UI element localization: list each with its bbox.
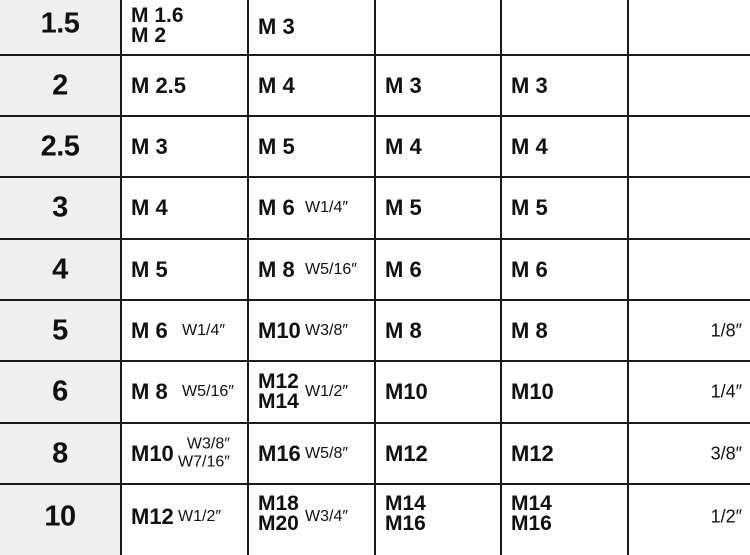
metric-thread: M 2.5	[131, 72, 187, 98]
whitworth-thread: W7/16″	[178, 453, 230, 471]
metric-cell	[502, 0, 629, 54]
metric-cell	[502, 485, 629, 555]
metric-thread: M12	[511, 440, 554, 466]
metric-thread: M 5	[131, 256, 168, 282]
metric-thread: M 8	[258, 256, 295, 282]
metric-thread: M16	[385, 512, 426, 536]
metric-thread: M14	[258, 390, 299, 413]
metric-thread: M 8	[511, 317, 548, 343]
metric-thread-stack	[258, 372, 299, 412]
size-value: 2.5	[40, 130, 80, 162]
metric-cell	[122, 301, 249, 360]
size-value: 3	[52, 191, 68, 224]
pipe-cell	[629, 117, 750, 176]
whitworth-thread: W1/4″	[305, 199, 349, 216]
metric-thread: M 3	[385, 72, 422, 98]
whitworth-thread: W3/8″	[186, 435, 230, 453]
metric-thread-stack	[511, 494, 552, 534]
metric-cell	[502, 362, 629, 422]
metric-thread-stack	[131, 6, 184, 46]
metric-thread: M 6	[131, 317, 168, 343]
size-cell	[0, 56, 122, 115]
pipe-cell	[629, 0, 750, 54]
size-cell	[0, 362, 122, 422]
size-cell	[0, 0, 122, 54]
metric-thread: M12	[258, 370, 299, 394]
metric-thread: M 6	[385, 256, 422, 282]
metric-cell	[376, 424, 502, 483]
size-value: 1.5	[40, 7, 80, 40]
size-cell	[0, 485, 122, 555]
pipe-cell	[629, 362, 750, 422]
pipe-cell	[629, 240, 750, 299]
metric-cell	[376, 0, 502, 54]
metric-cell	[249, 424, 376, 483]
metric-cell	[122, 362, 249, 422]
metric-thread: M 4	[131, 195, 168, 220]
metric-thread: M14	[385, 492, 426, 516]
metric-thread-stack	[385, 494, 426, 534]
metric-cell	[249, 117, 376, 176]
pipe-cell	[629, 178, 750, 238]
metric-thread: M18	[258, 492, 299, 516]
whitworth-thread: W1/2″	[305, 383, 349, 400]
metric-cell	[502, 56, 629, 115]
metric-cell	[249, 0, 376, 54]
size-cell	[0, 301, 122, 360]
metric-cell	[249, 56, 376, 115]
pipe-cell	[629, 424, 750, 483]
size-cell	[0, 240, 122, 299]
metric-thread: M 1.6	[131, 4, 184, 28]
metric-thread: M 5	[511, 195, 548, 220]
metric-cell	[376, 485, 502, 555]
metric-thread: M 4	[385, 133, 422, 159]
size-value: 6	[52, 375, 68, 408]
metric-thread: M 5	[258, 133, 295, 159]
metric-cell	[502, 424, 629, 483]
pipe-cell	[629, 485, 750, 555]
metric-cell	[249, 240, 376, 299]
metric-thread: M12	[385, 440, 428, 466]
metric-cell	[122, 117, 249, 176]
metric-cell	[122, 178, 249, 238]
whitworth-thread: W3/8″	[305, 321, 349, 339]
table-row	[0, 240, 750, 301]
metric-thread: M 4	[258, 72, 295, 98]
table-row	[0, 56, 750, 117]
metric-cell	[122, 424, 249, 483]
metric-thread-stack	[258, 494, 299, 534]
metric-cell	[502, 240, 629, 299]
metric-cell	[249, 485, 376, 555]
size-value: 10	[44, 500, 76, 533]
whitworth-thread-stack	[178, 435, 230, 472]
metric-cell	[122, 56, 249, 115]
pipe-thread: 1/8″	[710, 320, 742, 340]
whitworth-thread: W5/16″	[182, 383, 234, 400]
metric-thread: M10	[258, 317, 301, 343]
whitworth-thread: W5/8″	[305, 444, 349, 462]
pipe-thread: 1/4″	[710, 381, 742, 402]
size-cell	[0, 117, 122, 176]
metric-thread: M 3	[258, 14, 295, 39]
metric-cell	[502, 178, 629, 238]
metric-cell	[502, 117, 629, 176]
metric-cell	[122, 240, 249, 299]
metric-thread: M 6	[511, 256, 548, 282]
metric-thread: M16	[511, 512, 552, 536]
table-row	[0, 178, 750, 240]
size-cell	[0, 424, 122, 483]
metric-thread: M10	[385, 379, 428, 404]
metric-thread: M10	[511, 379, 554, 404]
size-value: 4	[52, 253, 68, 285]
metric-thread: M 3	[511, 72, 548, 98]
metric-thread: M10	[131, 440, 174, 466]
metric-thread: M 6	[258, 195, 295, 220]
table-row	[0, 301, 750, 362]
metric-cell	[376, 56, 502, 115]
pipe-thread: 3/8″	[710, 443, 742, 463]
table-row	[0, 485, 750, 555]
metric-thread: M 4	[511, 133, 548, 159]
metric-thread: M 2	[131, 24, 167, 48]
metric-cell	[122, 485, 249, 555]
metric-thread: M16	[258, 440, 301, 466]
table-row	[0, 362, 750, 424]
table-row	[0, 117, 750, 178]
metric-cell	[249, 301, 376, 360]
size-value: 5	[52, 314, 68, 346]
pipe-thread: 1/2″	[710, 506, 742, 527]
metric-thread: M 5	[385, 195, 422, 220]
table-row	[0, 424, 750, 485]
metric-cell	[376, 117, 502, 176]
size-value: 8	[52, 437, 68, 469]
table-row	[0, 0, 750, 56]
metric-cell	[122, 0, 249, 54]
metric-thread: M20	[258, 512, 299, 536]
metric-cell	[376, 301, 502, 360]
whitworth-thread: W1/2″	[178, 508, 222, 526]
whitworth-thread: W3/4″	[305, 508, 349, 526]
whitworth-thread: W1/4″	[182, 321, 226, 339]
pipe-cell	[629, 56, 750, 115]
size-cell	[0, 178, 122, 238]
metric-cell	[376, 362, 502, 422]
size-value: 2	[52, 69, 68, 101]
whitworth-thread: W5/16″	[305, 260, 357, 278]
metric-thread: M14	[511, 492, 552, 516]
metric-cell	[376, 178, 502, 238]
metric-cell	[249, 362, 376, 422]
metric-cell	[249, 178, 376, 238]
metric-thread: M 3	[131, 133, 168, 159]
pipe-cell	[629, 301, 750, 360]
metric-thread: M 8	[385, 317, 422, 343]
metric-cell	[376, 240, 502, 299]
metric-thread: M 8	[131, 379, 168, 404]
metric-thread: M12	[131, 504, 174, 530]
metric-cell	[502, 301, 629, 360]
